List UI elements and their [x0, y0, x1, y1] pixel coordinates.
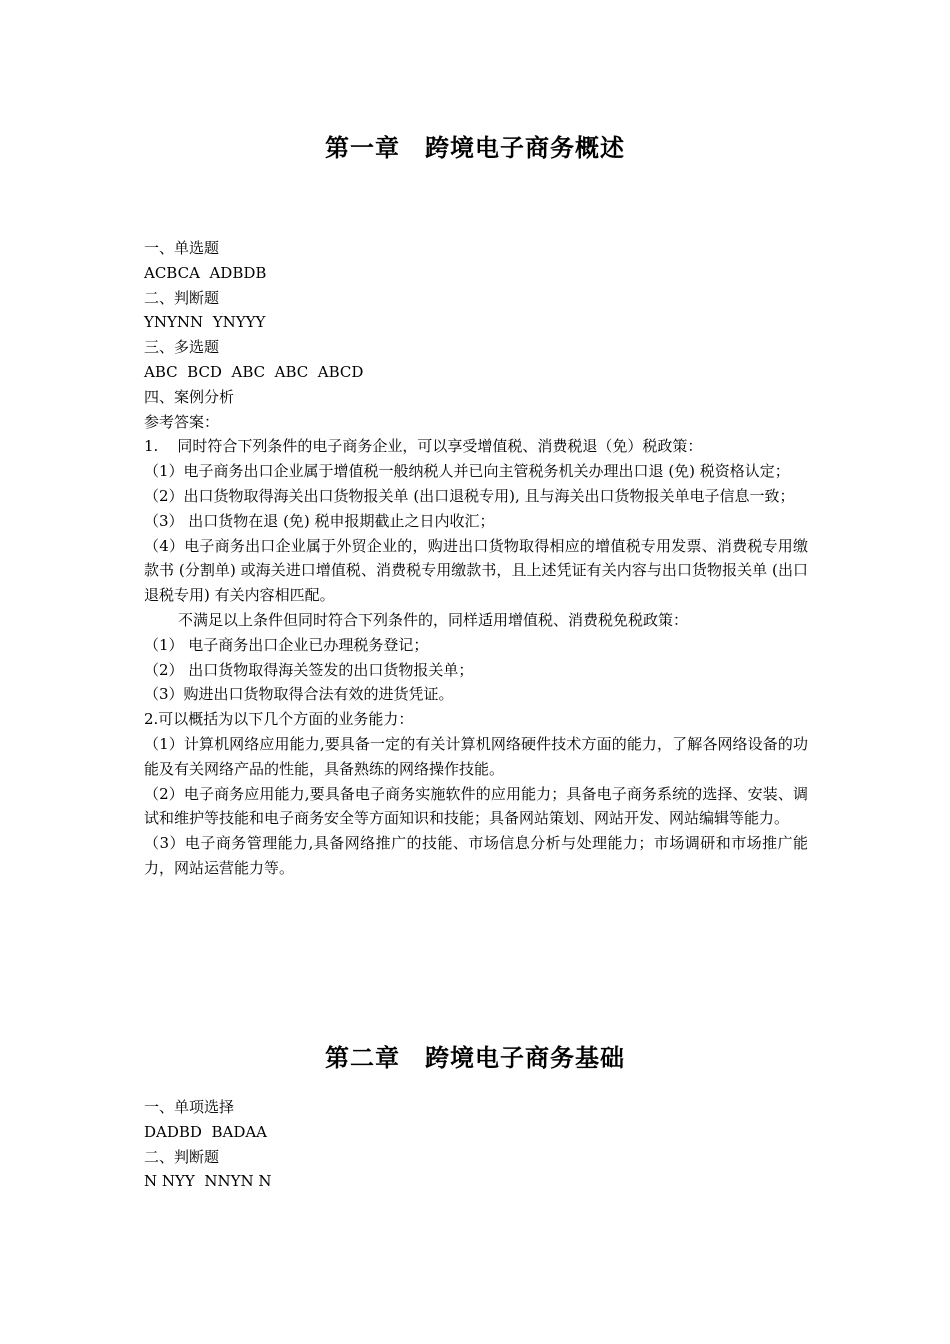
question-2-ability-2: （2）电子商务应用能力,要具备电子商务实施软件的应用能力；具备电子商务系统的选择、安装、调试和维护等技能和电子商务安全等方面知识和技能；具备网站策划、网站开发、网站编辑等能力。 [144, 784, 808, 828]
answers-true-false: YNYNN YNYYY [144, 313, 266, 332]
question-1-condition-1: （1）电子商务出口企业属于增值税一般纳税人并已向主管税务机关办理出口退 (免) 税资格认定； [144, 462, 790, 481]
chapter-2-body [144, 1095, 808, 1194]
question-1-exemption-paragraph: 不满足以上条件但同时符合下列条件的，同样适用增值税、消费税免税政策： [178, 610, 689, 629]
answers-true-false-2: N NYY NNYN N [144, 1172, 272, 1191]
question-2-intro: 2.可以概括为以下几个方面的业务能力： [144, 710, 414, 729]
question-1-exemption-1: （1） 电子商务出口企业已办理税务登记； [144, 635, 429, 654]
section-heading-multiple-choice: 三、多选题 [144, 338, 220, 357]
question-1-condition-2: （2）出口货物取得海关出口货物报关单 (出口退税专用), 且与海关出口货物报关单电子信息一致； [144, 486, 795, 505]
question-1-exemption-3: （3）购进出口货物取得合法有效的进货凭证。 [144, 685, 454, 704]
question-1-condition-4: （4）电子商务出口企业属于外贸企业的，购进出口货物取得相应的增值税专用发票、消费税专用缴款书 (分割单) 或海关进口增值税、消费税专用缴款书，且上述凭证有关内容与出口货物报关单 (出口退税专用) 有关内容相匹配。 [144, 536, 808, 605]
section-heading-true-false: 二、判断题 [144, 288, 220, 307]
question-1-exemption-2: （2） 出口货物取得海关签发的出口货物报关单； [144, 660, 474, 679]
section-heading-single-choice-2: 一、单项选择 [144, 1098, 235, 1116]
section-heading-case-analysis: 四、案例分析 [144, 387, 235, 406]
question-1-condition-3: （3） 出口货物在退 (免) 税申报期截止之日内收汇； [144, 511, 495, 530]
question-2-ability-1: （1）计算机网络应用能力,要具备一定的有关计算机网络硬件技术方面的能力，了解各网络设备的功能及有关网络产品的性能，具备熟练的网络操作技能。 [144, 734, 808, 778]
answers-single-choice-2: DADBD BADAA [144, 1122, 268, 1141]
reference-answer-label: 参考答案： [144, 412, 220, 431]
section-heading-single-choice: 一、单选题 [144, 239, 220, 257]
chapter-1-body [144, 236, 808, 881]
chapter-1-title: 第一章 跨境电子商务概述 [325, 134, 625, 162]
answers-multiple-choice: ABC BCD ABC ABC ABCD [144, 362, 364, 381]
chapter-2-title: 第二章 跨境电子商务基础 [325, 1044, 625, 1072]
question-2-ability-3: （3）电子商务管理能力,具备网络推广的技能、市场信息分析与处理能力；市场调研和市场推广能力，网站运营能力等。 [144, 834, 808, 877]
answers-single-choice: ACBCA ADBDB [144, 263, 267, 282]
section-heading-true-false-2: 二、判断题 [144, 1147, 220, 1166]
question-1-intro: 1. 同时符合下列条件的电子商务企业，可以享受增值税、消费税退（免）税政策： [144, 437, 703, 456]
